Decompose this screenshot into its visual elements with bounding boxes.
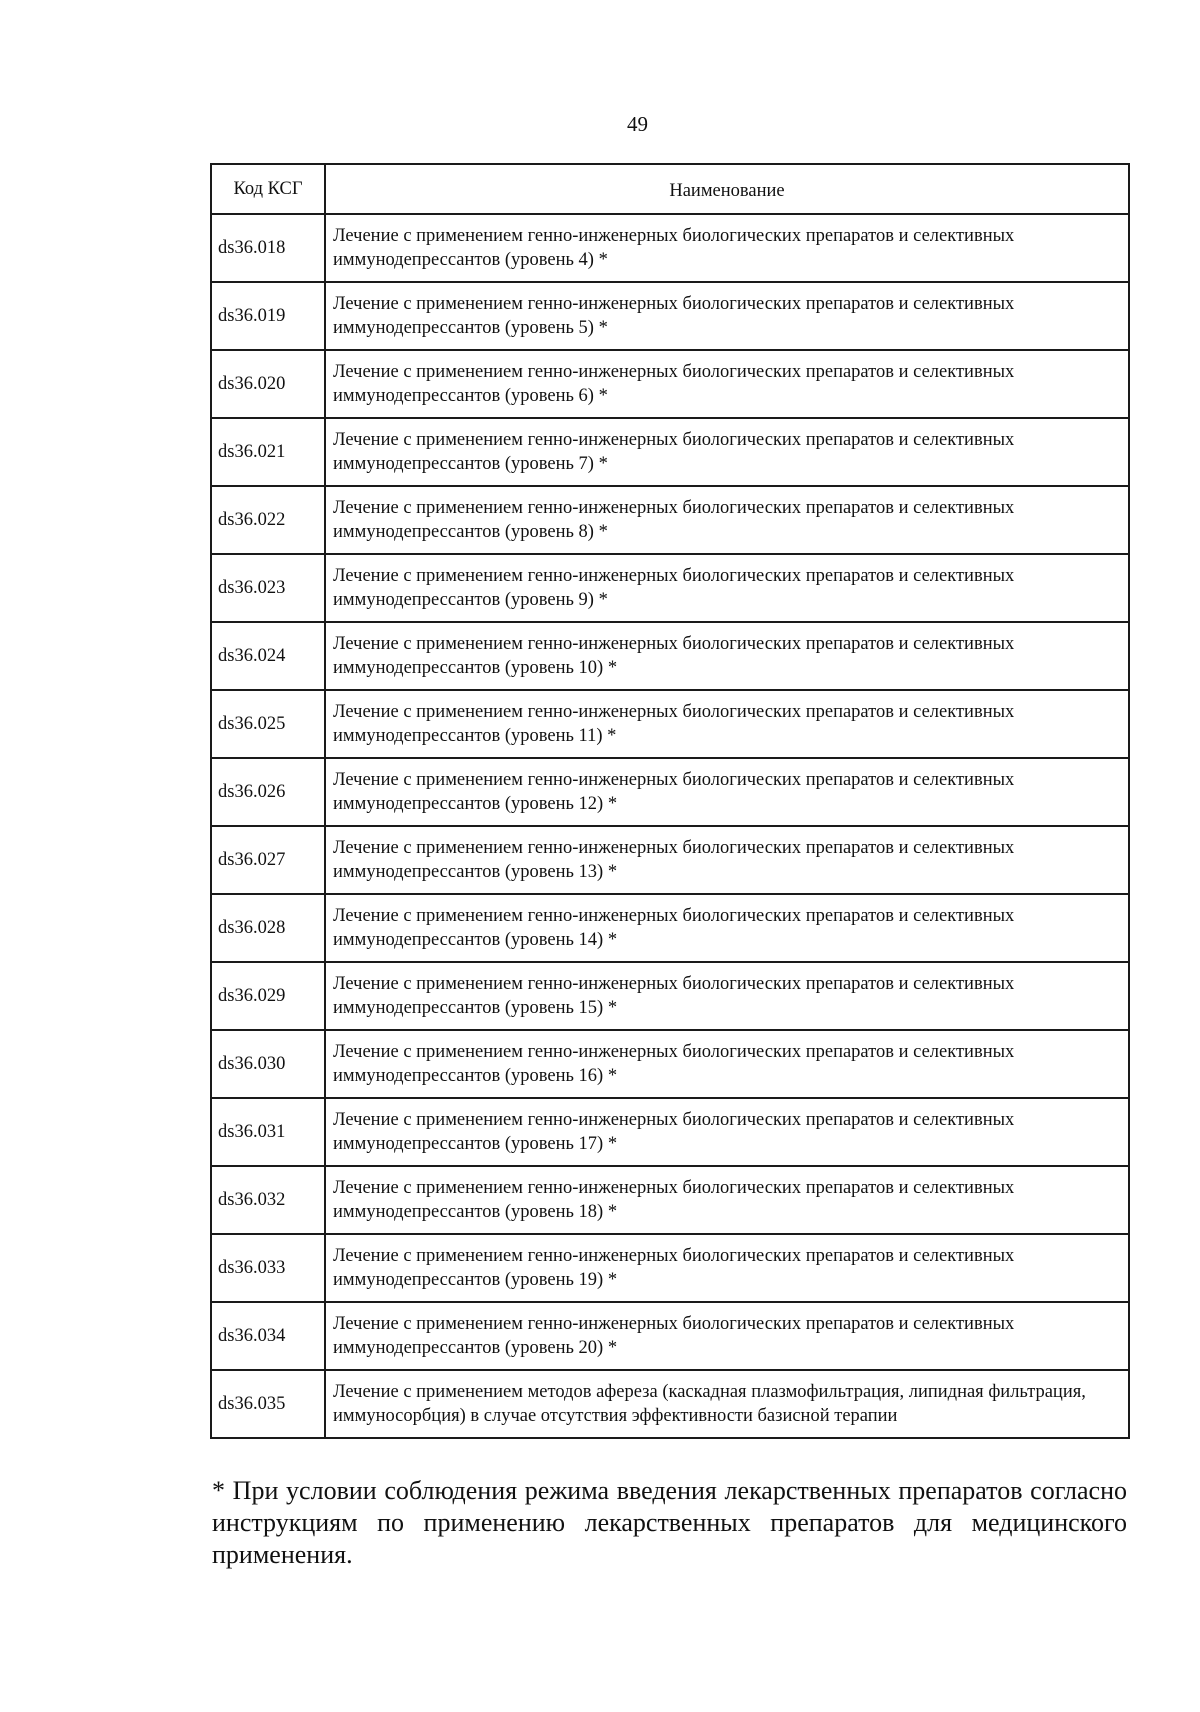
row-code: ds36.032	[211, 1166, 325, 1234]
row-code: ds36.029	[211, 962, 325, 1030]
page-number: 49	[627, 112, 648, 136]
row-name: Лечение с применением генно-инженерных биологических препаратов и селективных иммунодепрессантов (уровень 8) *	[325, 486, 1129, 554]
row-name: Лечение с применением генно-инженерных биологических препаратов и селективных иммунодепрессантов (уровень 18) *	[325, 1166, 1129, 1234]
row-name: Лечение с применением генно-инженерных биологических препаратов и селективных иммунодепрессантов (уровень 15) *	[325, 962, 1129, 1030]
header-name: Наименование	[325, 164, 1129, 214]
table-row	[211, 1234, 1129, 1302]
row-name: Лечение с применением генно-инженерных биологических препаратов и селективных иммунодепрессантов (уровень 17) *	[325, 1098, 1129, 1166]
row-name: Лечение с применением генно-инженерных биологических препаратов и селективных иммунодепрессантов (уровень 7) *	[325, 418, 1129, 486]
table-row	[211, 1166, 1129, 1234]
row-code: ds36.033	[211, 1234, 325, 1302]
table-row	[211, 350, 1129, 418]
row-code: ds36.030	[211, 1030, 325, 1098]
table-row	[211, 554, 1129, 622]
table-row	[211, 622, 1129, 690]
row-name: Лечение с применением генно-инженерных биологических препаратов и селективных иммунодепрессантов (уровень 9) *	[325, 554, 1129, 622]
table-row	[211, 1302, 1129, 1370]
row-name: Лечение с применением генно-инженерных биологических препаратов и селективных иммунодепрессантов (уровень 10) *	[325, 622, 1129, 690]
table-row	[211, 826, 1129, 894]
row-name: Лечение с применением генно-инженерных биологических препаратов и селективных иммунодепрессантов (уровень 12) *	[325, 758, 1129, 826]
row-code: ds36.020	[211, 350, 325, 418]
row-name: Лечение с применением генно-инженерных биологических препаратов и селективных иммунодепрессантов (уровень 11) *	[325, 690, 1129, 758]
row-name: Лечение с применением генно-инженерных биологических препаратов и селективных иммунодепрессантов (уровень 5) *	[325, 282, 1129, 350]
row-name: Лечение с применением генно-инженерных биологических препаратов и селективных иммунодепрессантов (уровень 20) *	[325, 1302, 1129, 1370]
row-code: ds36.028	[211, 894, 325, 962]
row-name: Лечение с применением генно-инженерных биологических препаратов и селективных иммунодепрессантов (уровень 16) *	[325, 1030, 1129, 1098]
row-code: ds36.026	[211, 758, 325, 826]
ksg-table	[210, 163, 1130, 1439]
table-row	[211, 418, 1129, 486]
table-row	[211, 1030, 1129, 1098]
footnote: * При условии соблюдения режима введения лекарственных препаратов согласно инструкциям по применению лекарственных препаратов для медицинского применения.	[212, 1476, 1127, 1569]
header-code: Код КСГ	[211, 164, 325, 214]
table-row	[211, 214, 1129, 282]
row-code: ds36.031	[211, 1098, 325, 1166]
row-name: Лечение с применением генно-инженерных биологических препаратов и селективных иммунодепрессантов (уровень 13) *	[325, 826, 1129, 894]
row-code: ds36.024	[211, 622, 325, 690]
row-code: ds36.023	[211, 554, 325, 622]
row-name: Лечение с применением методов афереза (каскадная плазмофильтрация, липидная фильтрация, иммуносорбция) в случае отсутствия эффективности базисной терапии	[325, 1370, 1129, 1438]
table-row	[211, 486, 1129, 554]
row-code: ds36.019	[211, 282, 325, 350]
row-code: ds36.022	[211, 486, 325, 554]
table-row	[211, 282, 1129, 350]
table-header-row	[211, 164, 1129, 214]
table-row	[211, 962, 1129, 1030]
row-name: Лечение с применением генно-инженерных биологических препаратов и селективных иммунодепрессантов (уровень 4) *	[325, 214, 1129, 282]
row-code: ds36.027	[211, 826, 325, 894]
row-code: ds36.034	[211, 1302, 325, 1370]
row-name: Лечение с применением генно-инженерных биологических препаратов и селективных иммунодепрессантов (уровень 19) *	[325, 1234, 1129, 1302]
row-code: ds36.018	[211, 214, 325, 282]
table-row	[211, 1370, 1129, 1438]
table-row	[211, 758, 1129, 826]
table-row	[211, 894, 1129, 962]
row-code: ds36.021	[211, 418, 325, 486]
row-code: ds36.025	[211, 690, 325, 758]
row-code: ds36.035	[211, 1370, 325, 1438]
row-name: Лечение с применением генно-инженерных биологических препаратов и селективных иммунодепрессантов (уровень 14) *	[325, 894, 1129, 962]
table-row	[211, 690, 1129, 758]
row-name: Лечение с применением генно-инженерных биологических препаратов и селективных иммунодепрессантов (уровень 6) *	[325, 350, 1129, 418]
table-row	[211, 1098, 1129, 1166]
